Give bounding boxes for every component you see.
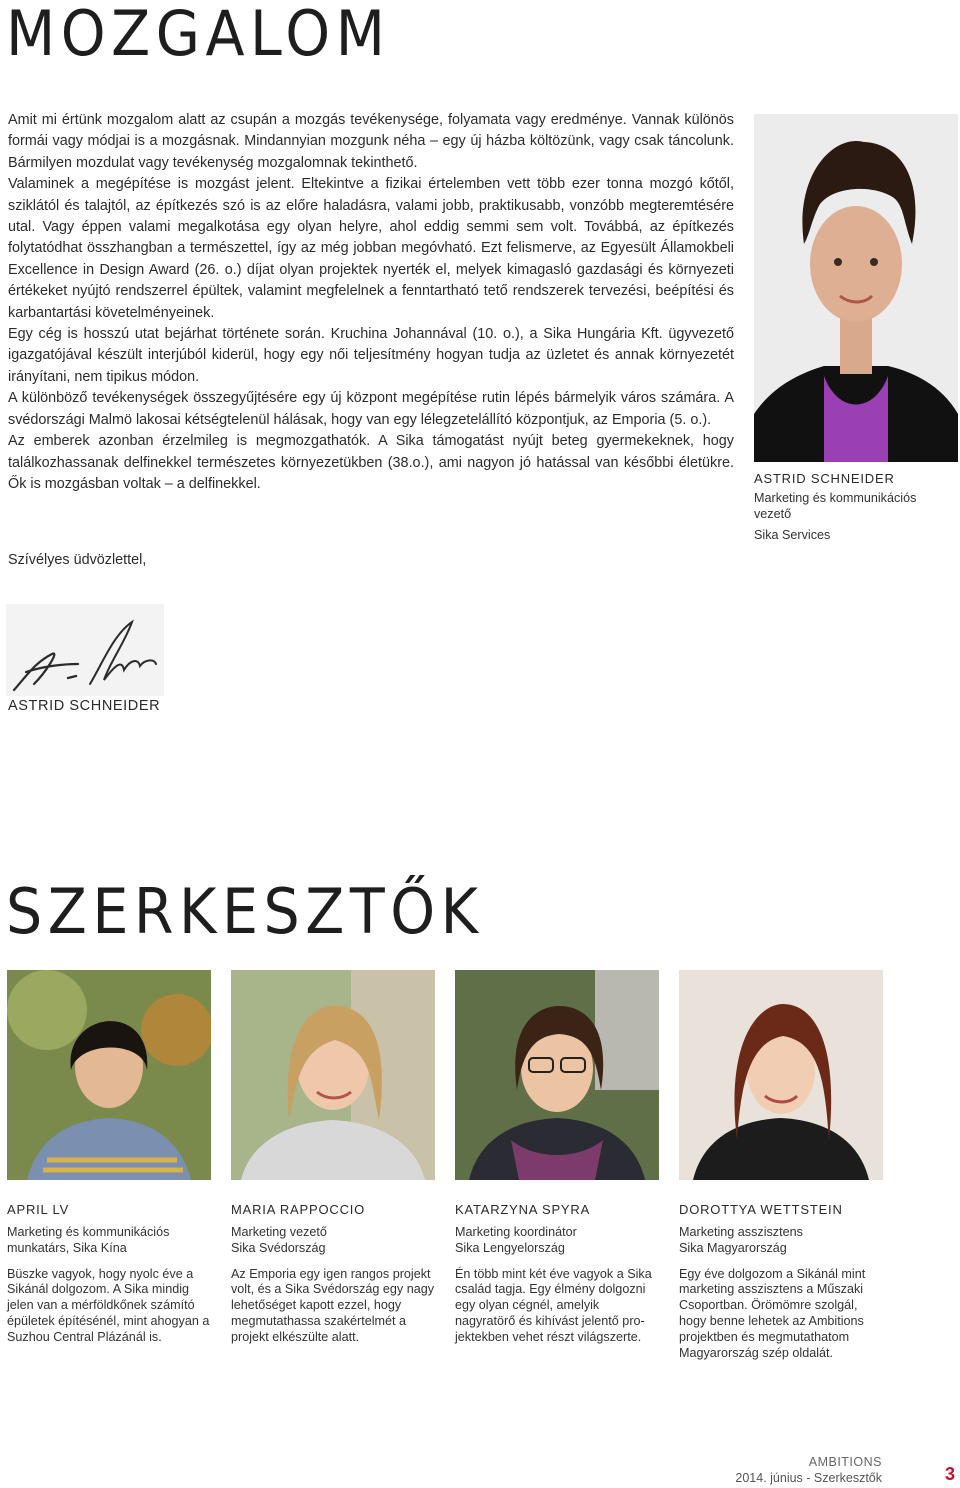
portrait-caption (754, 471, 954, 543)
editor-card-dorottya-wettstein (679, 970, 883, 1361)
editor-photo (679, 970, 883, 1180)
editor-name: APRIL LV (7, 1202, 70, 1217)
editor-quote: Büszke vagyok, hogy nyolc éve a Sikánál dolgozom. A Sika mindig jelen van a mérföldkőnek számító épületek építésénél, mint ahogyan a Suzhou Central Plázánál is. (7, 1266, 210, 1344)
editor-role: Marketing koordinátor Sika Lengyelország (455, 1225, 577, 1255)
paragraph: Valaminek a megépítése is mozgást jelent. Eltekintve a fizikai értelemben vett több ezer tonna mozgó kőtől, sziklától és talajtól, az építkezés szó is az előre haladásra, valami jobb, praktikusabb, vonzóbb megteremtésére utal. Vagy éppen valami megalkotása egy olyan helyre, ahol eddig semmi sem volt. Továbbá, az építkezés folytatódhat összhangban a természettel, így az még jobban megóvható. Ezt felismerve, az Egyesült Államokbeli Excellence in Design Award (26. o.) díjat olyan projektek nyerték el, melyek kimagasló gazdasági és környezeti értékeket nyújtó rendszerrel épültek, valamint megfelelnek a fenntartható tető rendszerek tervezési, beépítési és karbantartási követelményeinek. (8, 176, 734, 321)
editor-quote: Egy éve dolgozom a Sikánál mint marketing asszisztens a Műszaki Csoportban. Örömömre szolgál, hogy benne lehetek az Ambitions projektben és megmutathatom Magyarország szép oldalát. (679, 1266, 866, 1360)
portrait-company: Sika Services (754, 527, 831, 542)
editorial-body (8, 110, 734, 495)
portrait-role: Marketing és kommunikációs vezető (754, 491, 917, 521)
editor-role: Marketing és kommunikációs munkatárs, Sika Kína (7, 1225, 170, 1255)
handwritten-signature (6, 604, 164, 696)
editor-role: Marketing vezető Sika Svédország (231, 1225, 327, 1255)
astrid-schneider-portrait (754, 114, 958, 462)
footer-issue: 2014. június - Szerkesztők (735, 1471, 882, 1485)
section-title-mozgalom: MOZGALOM (6, 0, 391, 70)
editor-card-april-lv (7, 970, 211, 1346)
page-footer (735, 1454, 882, 1486)
editor-role: Marketing asszisztens Sika Magyarország (679, 1225, 803, 1255)
greeting: Szívélyes üdvözlettel, (8, 552, 147, 568)
editor-photo (455, 970, 659, 1180)
signature-name: ASTRID SCHNEIDER (8, 698, 161, 714)
paragraph: Az emberek azonban érzelmileg is megmozgathatók. A Sika támogatást nyújt beteg gyermekeknek, hogy találkozhassanak delfinekkel természetes környezetükben (38.o.), ami nagyon jó hatással van későbbi életükre. Ők is mozgásban voltak – a delfinekkel. (8, 433, 734, 492)
editor-quote: Az Emporia egy igen rangos projekt volt, és a Sika Svédország egy nagy lehetőséget kapott ezzel, hogy megmutathassa szakértelmét a projekt elkészülte alatt. (231, 1266, 435, 1344)
editor-name: KATARZYNA SPYRA (455, 1202, 591, 1217)
editor-photo (231, 970, 435, 1180)
editor-photo (7, 970, 211, 1180)
editor-card-katarzyna-spyra (455, 970, 659, 1346)
page-number: 3 (945, 1464, 956, 1484)
portrait-name: ASTRID SCHNEIDER (754, 471, 895, 486)
paragraph: A különböző tevékenységek összegyűjtésére egy új központ megépítése rutin lépés bármelyik város számára. A svédországi Malmö lakosai kétségtelenül hálásak, hogy van egy lélegzetelállító központjuk, az Emporia (5. o.). (8, 390, 734, 428)
editor-name: DOROTTYA WETTSTEIN (679, 1202, 843, 1217)
paragraph: Egy cég is hosszú utat bejárhat története során. Kruchina Johannával (10. o.), a Sika Hungária Kft. ügyvezető igazgatójával készült interjúból kiderül, hogy egy női teljesítmény hogyan tudja az üzletet és annak környezetét irányítani, nem tipikus módon. (8, 326, 734, 385)
editor-name: MARIA RAPPOCCIO (231, 1202, 366, 1217)
editor-card-maria-rappoccio (231, 970, 435, 1346)
section-title-szerkesztok: SZERKESZTŐK (6, 875, 484, 948)
editor-quote: Én több mint két éve vagyok a Sika család tagja. Egy élmény dolgozni egy olyan cégnél, amelyik nagyratörő és kihívást jelentő projektekben vehet részt világszerte. (455, 1266, 652, 1344)
paragraph: Amit mi értünk mozgalom alatt az csupán a mozgás tevékenysége, folyamata vagy eredménye. Vannak különös formái vagy módjai is a mozgásnak. Mindannyian mozgunk néha – egy új házba költözünk, vagy csak táncolunk. Bármilyen mozdulat vagy tevékenység mozgalomnak tekinthető. (8, 112, 734, 171)
footer-brand: AMBITIONS (808, 1455, 882, 1469)
